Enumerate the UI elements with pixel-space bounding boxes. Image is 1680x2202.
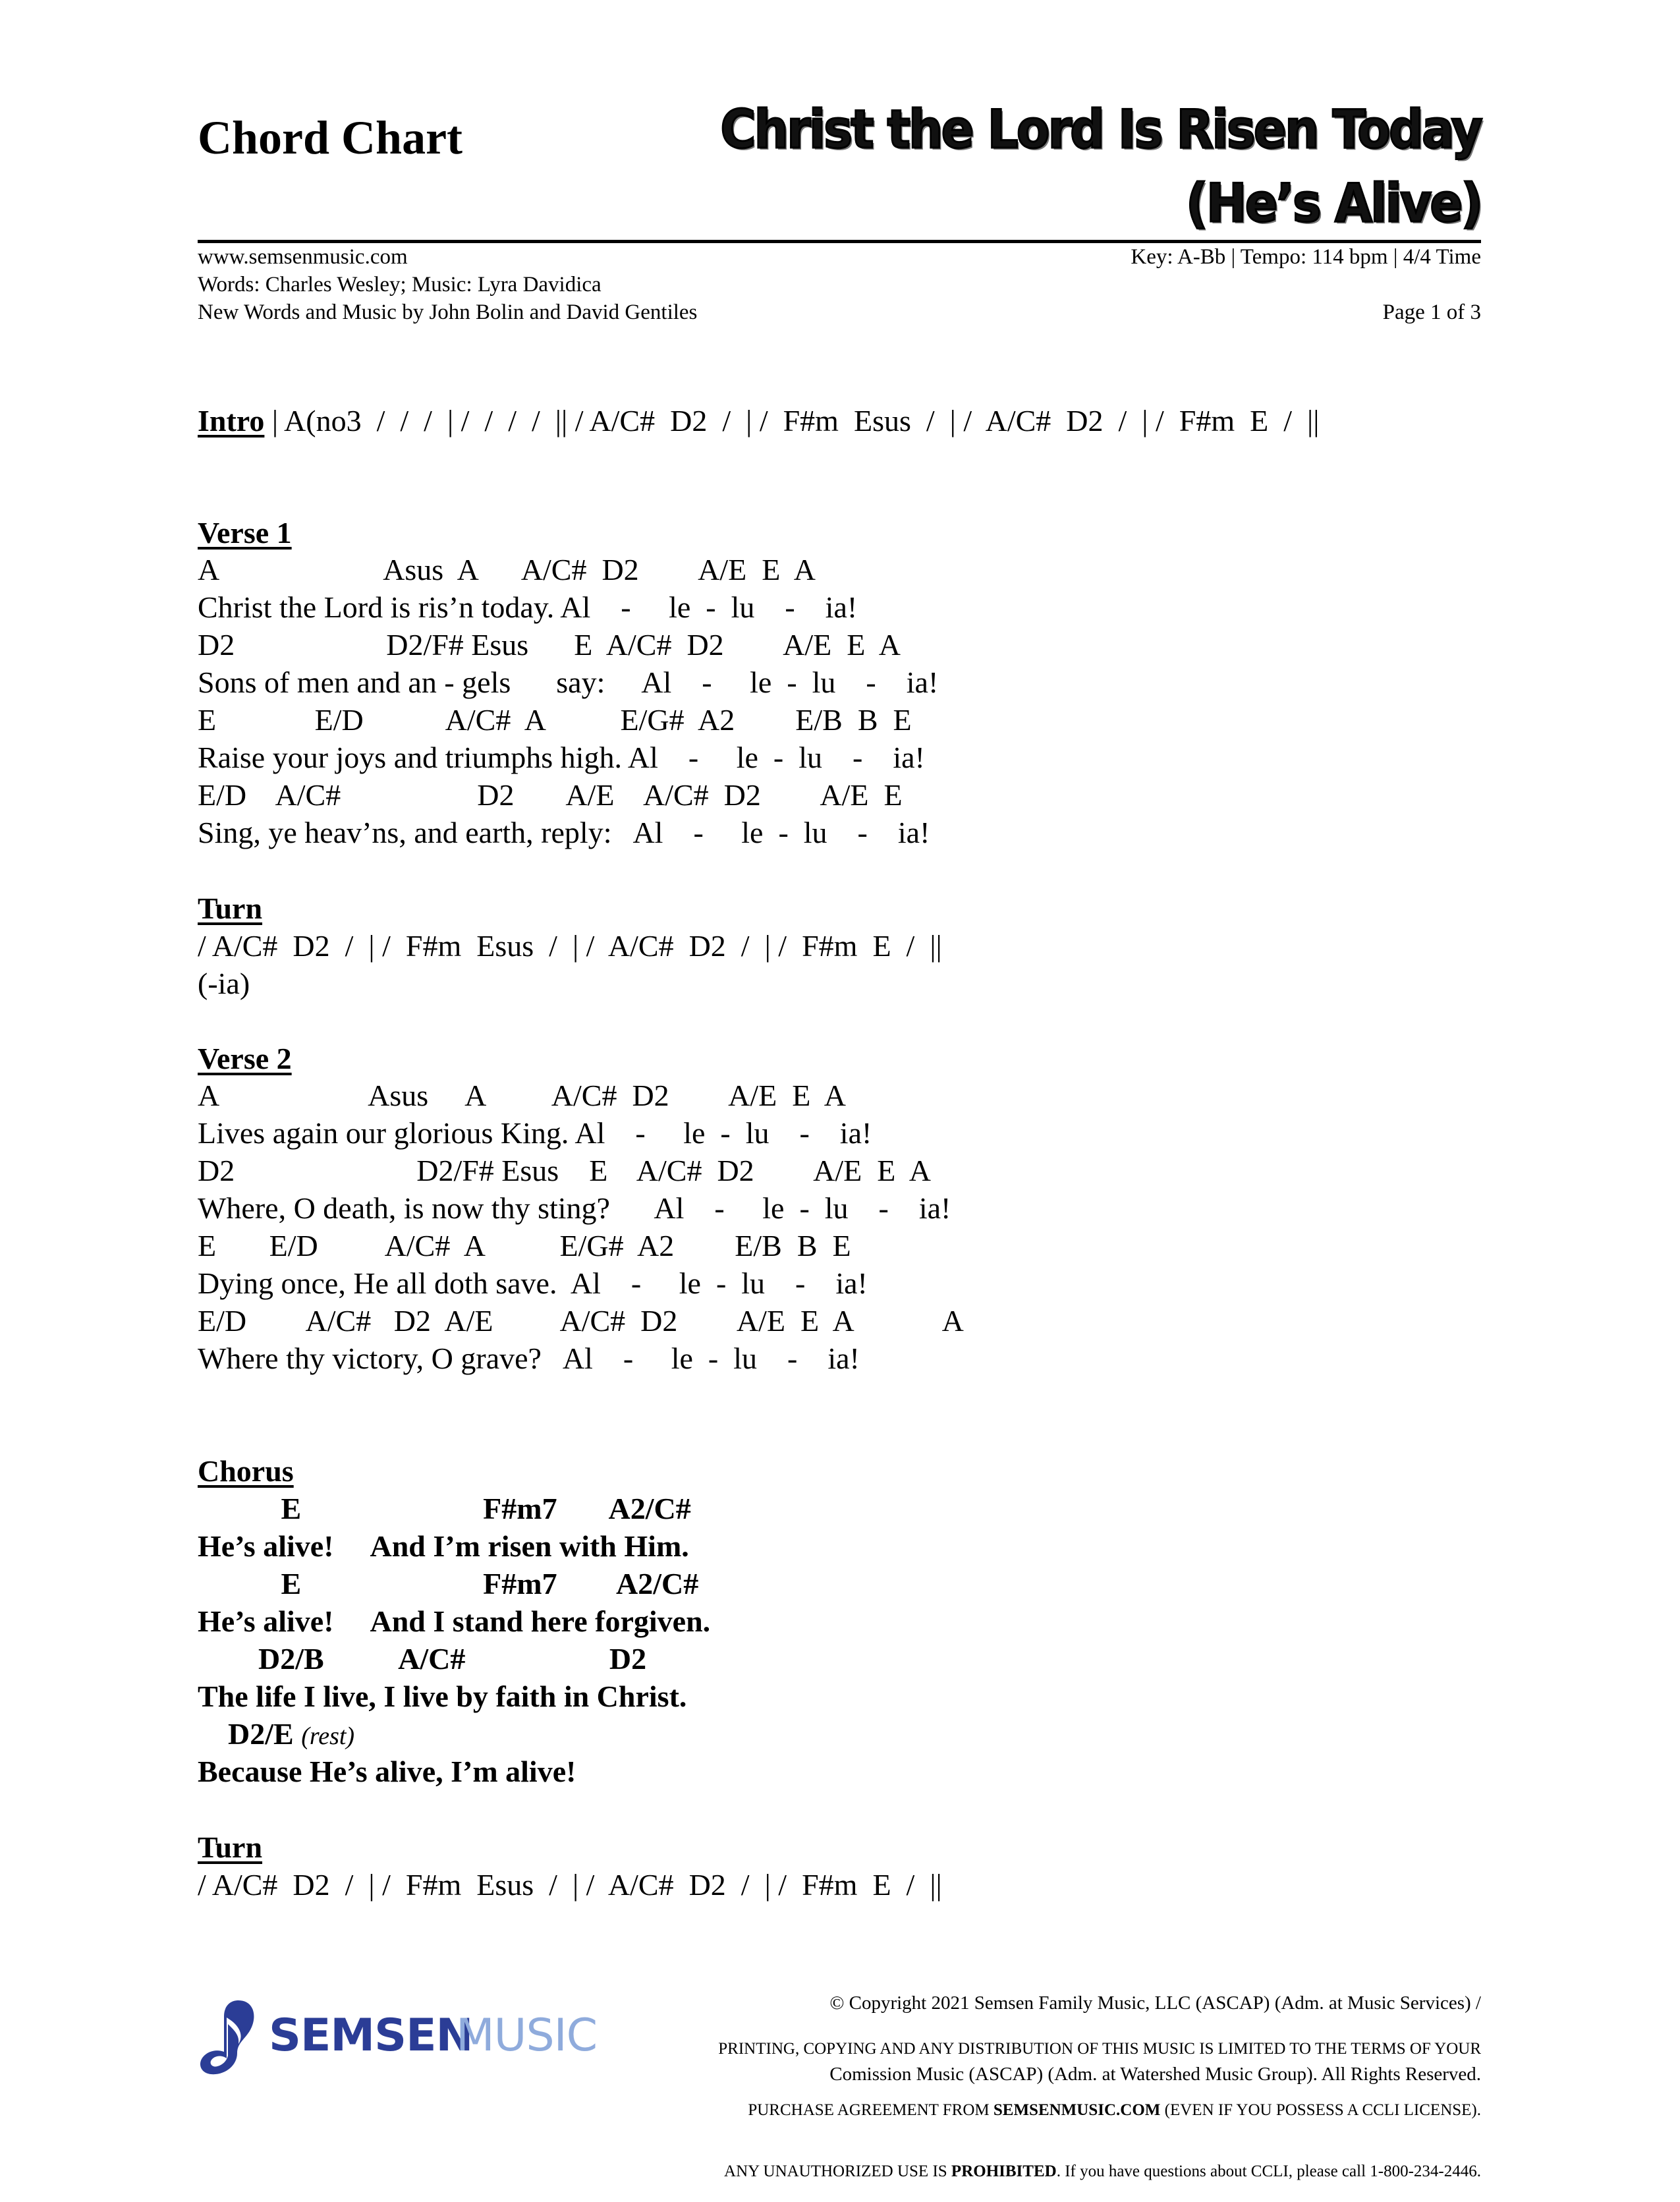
chord-line: E E/D A/C# A E/G# A2 E/B B E (198, 1229, 851, 1262)
lyric-line: Sing, ye heav’ns, and earth, reply: Al - le - lu - ia! (198, 816, 930, 849)
header-divider (198, 240, 1481, 243)
section-heading-chorus: Chorus (198, 1454, 294, 1488)
turn-note: (-ia) (198, 967, 250, 1000)
legal-text: ANY UNAUTHORIZED USE IS (724, 2162, 951, 2180)
legal-notice (718, 1998, 1481, 2202)
section-heading-turn: Turn (198, 1830, 263, 1864)
chord-line: E E/D A/C# A E/G# A2 E/B B E (198, 703, 912, 737)
chord-line: D2/B A/C# D2 (198, 1642, 647, 1676)
chord-line (198, 1716, 354, 1751)
section-heading-verse-2: Verse 2 (198, 1042, 292, 1075)
lyric-line: Christ the Lord is ris’n today. Al - le - lu - ia! (198, 590, 858, 624)
chord-text: D2/E (198, 1717, 302, 1751)
song-title: Christ the Lord Is Risen Today (720, 99, 1481, 160)
chord-line: A Asus A A/C# D2 A/E E A (198, 553, 816, 586)
lyric-line: Dying once, He all doth save. Al - le - lu - ia! (198, 1266, 868, 1300)
chord-line: D2 D2/F# Esus E A/C# D2 A/E E A (198, 628, 901, 662)
legal-line (718, 2100, 1481, 2120)
prohibited-text: PROHIBITED (951, 2162, 1057, 2180)
lyric-line: Sons of men and an - gels say: Al - le - lu - ia! (198, 665, 939, 699)
chord-line: E/D A/C# D2 A/E A/C# D2 A/E E (198, 778, 903, 812)
logo-text-semsen: SEMSEN (269, 2010, 473, 2062)
words-music-credit: Words: Charles Wesley; Music: Lyra Davidica (198, 273, 602, 296)
new-words-credit: New Words and Music by John Bolin and David Gentiles (198, 300, 698, 324)
song-subtitle: (He’s Alive) (1185, 173, 1481, 234)
lyric-line: Raise your joys and triumphs high. Al - le - lu - ia! (198, 741, 925, 774)
legal-line (718, 2161, 1481, 2182)
rest-note: (rest) (301, 1722, 355, 1750)
legal-text: PURCHASE AGREEMENT FROM (748, 2101, 994, 2119)
turn-chords: / A/C# D2 / | / F#m Esus / | / A/C# D2 / | / F#m E / || (198, 929, 942, 963)
lyric-line: Lives again our glorious King. Al - le - lu - ia! (198, 1116, 872, 1150)
legal-line: PRINTING, COPYING AND ANY DISTRIBUTION OF THIS MUSIC IS LIMITED TO THE TERMS OF YOUR (718, 2040, 1481, 2058)
intro-row (198, 403, 1319, 438)
page-number: Page 1 of 3 (1382, 300, 1481, 324)
lyric-line: Because He’s alive, I’m alive! (198, 1755, 576, 1788)
copyright-line: Comission Music (ASCAP) (Adm. at Watershed Music Group). All Rights Reserved. (829, 2064, 1481, 2085)
lyric-line: Where, O death, is now thy sting? Al - le - lu - ia! (198, 1191, 951, 1225)
legal-text: (EVEN IF YOU POSSESS A CCLI LICENSE). (1160, 2101, 1481, 2119)
semsenmusic-link[interactable]: SEMSENMUSIC.COM (993, 2101, 1161, 2119)
logo-text-music: MUSIC (456, 2010, 598, 2062)
key-tempo-time: Key: A-Bb | Tempo: 114 bpm | 4/4 Time (1131, 245, 1481, 269)
music-note-s-icon (198, 1998, 264, 2077)
chord-line: E F#m7 A2/C# (198, 1567, 699, 1600)
turn-chords: / A/C# D2 / | / F#m Esus / | / A/C# D2 / | / F#m E / || (198, 1868, 942, 1902)
website-link[interactable]: www.semsenmusic.com (198, 245, 408, 269)
section-heading-turn: Turn (198, 891, 263, 925)
chord-line: A Asus A A/C# D2 A/E E A (198, 1079, 847, 1112)
chart-type-label: Chord Chart (198, 111, 463, 164)
chord-line: E/D A/C# D2 A/E A/C# D2 A/E E A A (198, 1304, 964, 1338)
intro-chords: | A(no3 / / / | / / / / || / A/C# D2 / | / F#m Esus / | / A/C# D2 / | / F#m E / || (264, 404, 1320, 438)
lyric-line: He’s alive! And I’m risen with Him. (198, 1529, 689, 1563)
lyric-line: Where thy victory, O grave? Al - le - lu - ia! (198, 1341, 860, 1375)
section-heading-verse-1: Verse 1 (198, 516, 292, 550)
chord-line: D2 D2/F# Esus E A/C# D2 A/E E A (198, 1154, 932, 1187)
lyric-line: He’s alive! And I stand here forgiven. (198, 1604, 711, 1638)
semsen-music-logo (198, 2003, 606, 2075)
chord-line: E F#m7 A2/C# (198, 1492, 691, 1525)
lyric-line: The life I live, I live by faith in Christ. (198, 1680, 687, 1713)
copyright-line: © Copyright 2021 Semsen Family Music, LLC (ASCAP) (Adm. at Music Services) / (829, 1992, 1481, 2014)
section-heading-intro: Intro (198, 404, 265, 438)
legal-text: . If you have questions about CCLI, please call 1-800-234-2446. (1056, 2162, 1481, 2180)
